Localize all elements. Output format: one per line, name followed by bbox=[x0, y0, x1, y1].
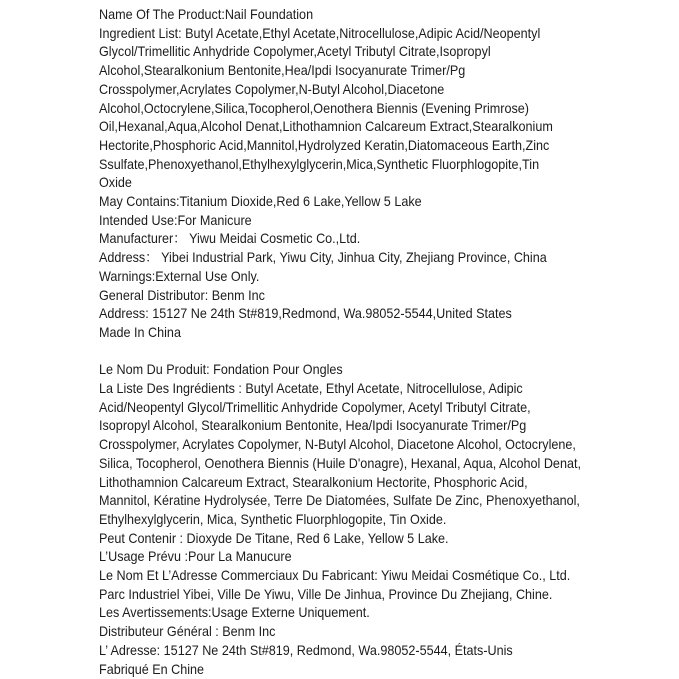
text-line: L’ Adresse: 15127 Ne 24th St#819, Redmond, Wa.98052-5544, États-Unis bbox=[99, 641, 513, 658]
text-line: Alcohol,Stearalkonium Bentonite,Hea/Ipdi Isocyanurate Trimer/Pg bbox=[99, 62, 466, 79]
text-line: General Distributor: Benm Inc bbox=[99, 286, 265, 303]
text-line: Le Nom Et L’Adresse Commerciaux Du Fabricant: Yiwu Meidai Cosmétique Co., Ltd. bbox=[99, 567, 571, 584]
text-line: Warnings:External Use Only. bbox=[99, 267, 260, 284]
text-line: La Liste Des Ingrédients : Butyl Acetate, Ethyl Acetate, Nitrocellulose, Adipic bbox=[99, 380, 523, 397]
text-line: Parc Industriel Yibei, Ville De Yiwu, Ville De Jinhua, Province Du Zhejiang, Chine. bbox=[99, 585, 553, 602]
text-line: Lithothamnion Calcareum Extract, Stearalkonium Hectorite, Phosphoric Acid, bbox=[99, 473, 528, 490]
text-line: Oxide bbox=[99, 174, 132, 191]
text-line: Acid/Neopentyl Glycol/Trimellitic Anhydride Copolymer, Acetyl Tributyl Citrate, bbox=[99, 398, 531, 415]
text-line: Ethylhexylglycerin, Mica, Synthetic Fluorphlogopite, Tin Oxide. bbox=[99, 510, 447, 527]
text-line: Made In China bbox=[99, 323, 181, 340]
text-line: Peut Contenir : Dioxyde De Titane, Red 6 Lake, Yellow 5 Lake. bbox=[99, 529, 449, 546]
label-content bbox=[99, 5, 581, 678]
text-line: Ingredient List: Butyl Acetate,Ethyl Acetate,Nitrocellulose,Adipic Acid/Neopentyl bbox=[99, 24, 541, 41]
text-line: Isopropyl Alcohol, Stearalkonium Bentonite, Hea/Ipdi Isocyanurate Trimer/Pg bbox=[99, 417, 527, 434]
text-line: Hectorite,Phosphoric Acid,Mannitol,Hydrolyzed Keratin,Diatomaceous Earth,Zinc bbox=[99, 136, 550, 153]
text-line: Fabriqué En Chine bbox=[99, 660, 205, 677]
text-line: Silica, Tocopherol, Oenothera Biennis (Huile D'onagre), Hexanal, Aqua, Alcohol Denat, bbox=[99, 454, 581, 471]
text-line: L’Usage Prévu :Pour La Manucure bbox=[99, 548, 292, 565]
text-line: Oil,Hexanal,Aqua,Alcohol Denat,Lithothamnion Calcareum Extract,Stearalkonium bbox=[99, 118, 553, 135]
english-label-section bbox=[99, 5, 581, 342]
section-gap bbox=[99, 342, 581, 361]
text-line: Crosspolymer,Acrylates Copolymer,N-Butyl Alcohol,Diacetone bbox=[99, 80, 445, 97]
text-line: Distributeur Général : Benm Inc bbox=[99, 623, 276, 640]
text-line: Le Nom Du Produit: Fondation Pour Ongles bbox=[99, 361, 343, 378]
text-line: Ssulfate,Phenoxyethanol,Ethylhexylglycerin,Mica,Synthetic Fluorphlogopite,Tin bbox=[99, 155, 540, 172]
text-line: Alcohol,Octocrylene,Silica,Tocopherol,Oenothera Biennis (Evening Primrose) bbox=[99, 99, 530, 116]
text-line: Intended Use:For Manicure bbox=[99, 211, 252, 228]
french-label-section bbox=[99, 360, 581, 678]
text-line: Mannitol, Kératine Hydrolysée, Terre De Diatomées, Sulfate De Zinc, Phenoxyethanol, bbox=[99, 492, 580, 509]
text-line: Name Of The Product:Nail Foundation bbox=[99, 6, 314, 22]
text-line: Glycol/Trimellitic Anhydride Copolymer,Acetyl Tributyl Citrate,Isopropyl bbox=[99, 43, 491, 60]
text-line: Address： Yibei Industrial Park, Yiwu City, Jinhua City, Zhejiang Province, China bbox=[99, 249, 547, 266]
text-line: Crosspolymer, Acrylates Copolymer, N-Butyl Alcohol, Diacetone Alcohol, Octocrylene, bbox=[99, 436, 576, 453]
text-line: Les Avertissements:Usage Externe Uniquement. bbox=[99, 604, 370, 621]
text-line: Manufacturer： Yiwu Meidai Cosmetic Co.,Ltd. bbox=[99, 230, 361, 247]
text-line: May Contains:Titanium Dioxide,Red 6 Lake,Yellow 5 Lake bbox=[99, 193, 422, 210]
text-line: Address: 15127 Ne 24th St#819,Redmond, Wa.98052-5544,United States bbox=[99, 305, 512, 322]
